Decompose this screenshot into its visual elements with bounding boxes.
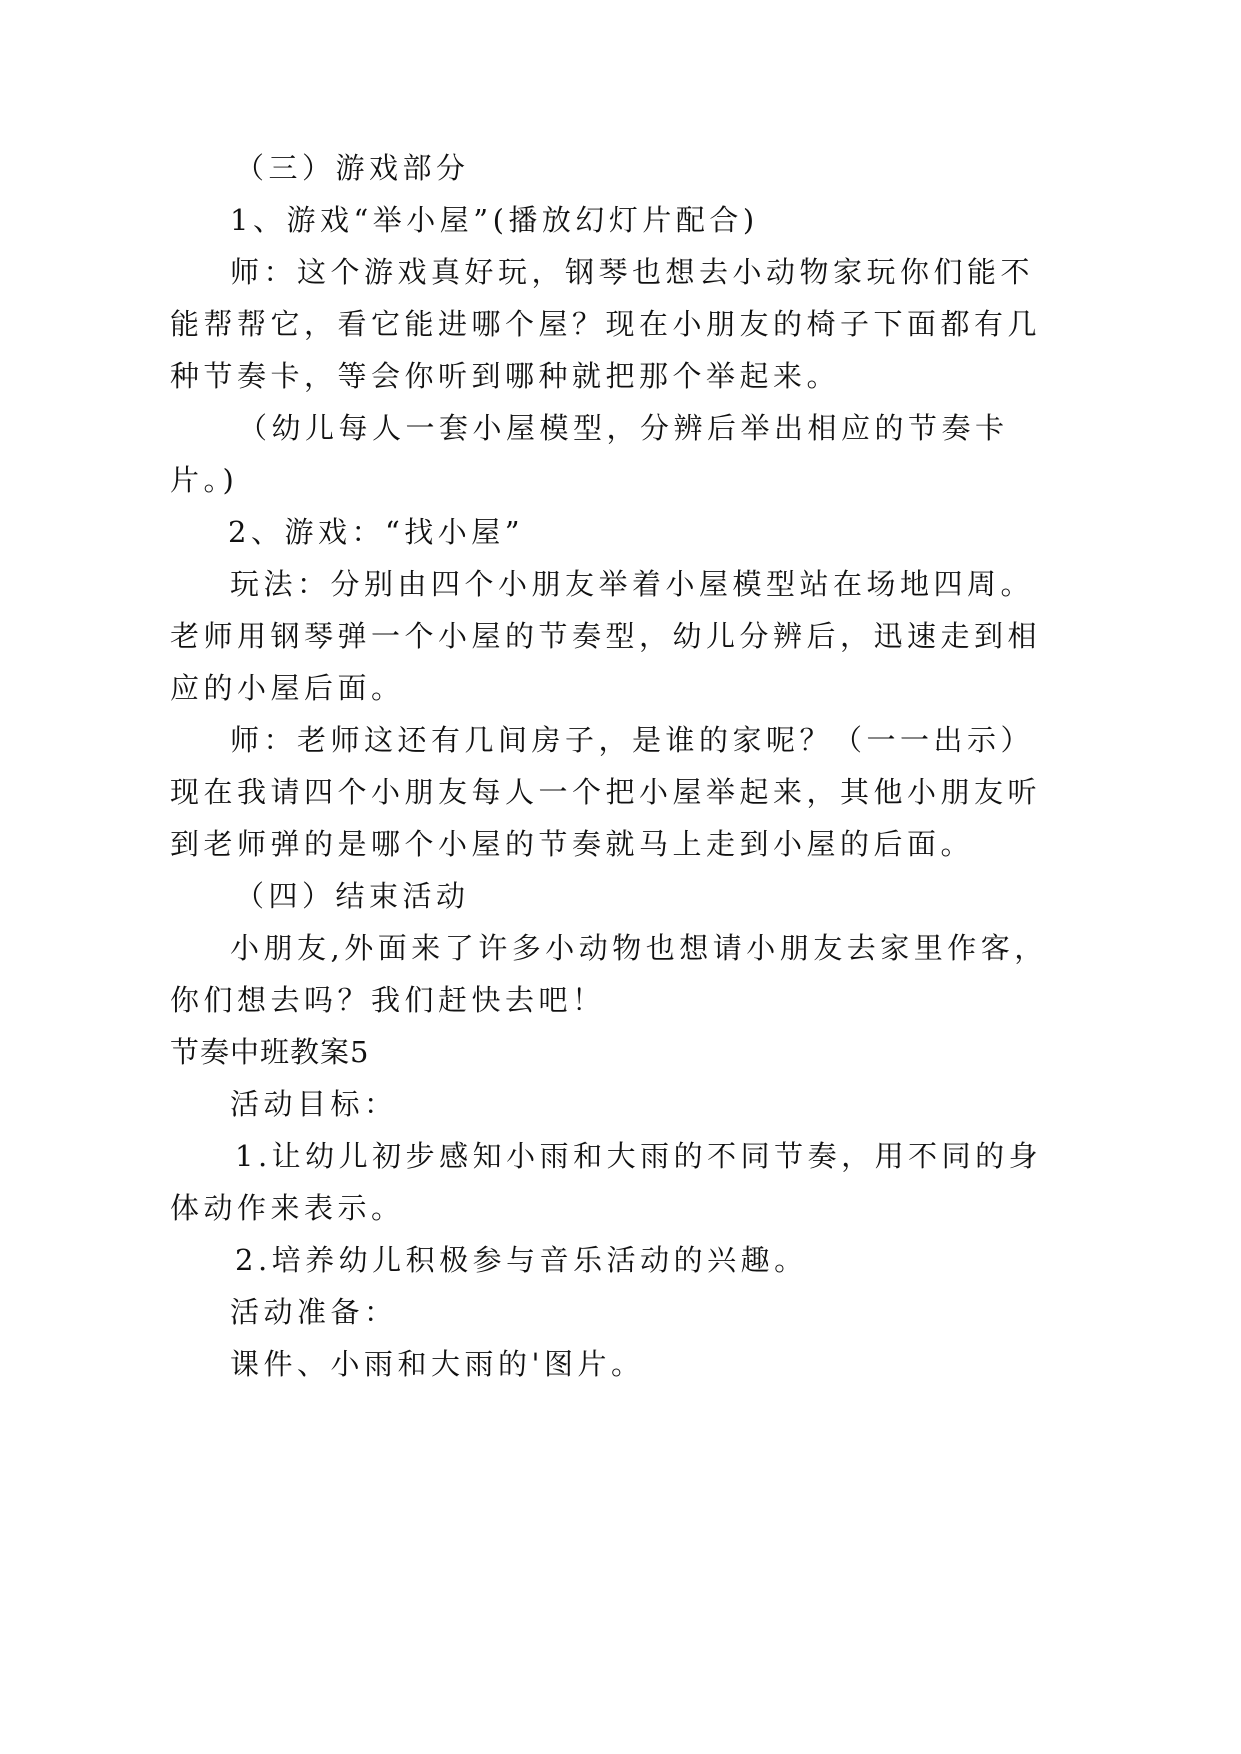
paragraph-line: 师：老师这还有几间房子，是谁的家呢？（一一出示） <box>230 723 1035 757</box>
prep-materials: 课件、小雨和大雨的'图片。 <box>230 1347 645 1381</box>
goal-2: 2.培养幼儿积极参与音乐活动的兴趣。 <box>235 1243 808 1277</box>
paragraph-line: 能帮帮它，看它能进哪个屋？现在小朋友的椅子下面都有几 <box>170 307 1042 341</box>
paragraph-line: 老师用钢琴弹一个小屋的节奏型，幼儿分辨后，迅速走到相 <box>170 619 1042 653</box>
lesson-title: 节奏中班教案5 <box>170 1035 370 1069</box>
paragraph-line: 片。) <box>170 463 239 497</box>
paragraph-line: 师：这个游戏真好玩，钢琴也想去小动物家玩你们能不 <box>230 255 1035 289</box>
game-2-title: 2、游戏：“找小屋” <box>228 515 525 549</box>
section-heading-ending: （四）结束活动 <box>235 879 470 913</box>
goal-1-cont: 体动作来表示。 <box>170 1191 405 1225</box>
paragraph-line: 种节奏卡，等会你听到哪种就把那个举起来。 <box>170 359 841 393</box>
paragraph-line: （幼儿每人一套小屋模型，分辨后举出相应的节奏卡 <box>238 411 1009 445</box>
paragraph-line: 应的小屋后面。 <box>170 671 405 705</box>
heading-activity-goals: 活动目标： <box>230 1087 398 1121</box>
paragraph-line: 玩法：分别由四个小朋友举着小屋模型站在场地四周。 <box>230 567 1035 601</box>
paragraph-line: 你们想去吗？我们赶快去吧！ <box>170 983 606 1017</box>
paragraph-line: 到老师弹的是哪个小屋的节奏就马上走到小屋的后面。 <box>170 827 975 861</box>
paragraph-line: 现在我请四个小朋友每人一个把小屋举起来，其他小朋友听 <box>170 775 1042 809</box>
goal-1: 1.让幼儿初步感知小雨和大雨的不同节奏，用不同的身 <box>235 1139 1043 1173</box>
paragraph-line: 小朋友,外面来了许多小动物也想请小朋友去家里作客， <box>230 931 1048 965</box>
section-heading-game: （三）游戏部分 <box>235 151 470 185</box>
heading-activity-prep: 活动准备： <box>230 1295 398 1329</box>
game-1-title: 1、游戏“举小屋”(播放幻灯片配合) <box>230 203 759 237</box>
